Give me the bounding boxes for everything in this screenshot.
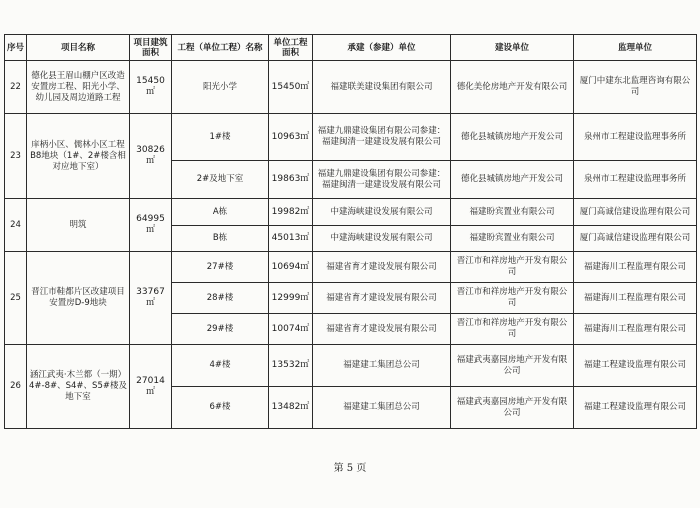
unit-supervisor: 福建海川工程监理有限公司 bbox=[574, 252, 697, 283]
unit-developer: 晋江市和祥房地产开发有限公司 bbox=[451, 252, 574, 283]
unit-name: 27#楼 bbox=[172, 252, 269, 283]
unit-name: 29#楼 bbox=[172, 314, 269, 345]
unit-contractor: 福建九鼎建设集团有限公司参建：福建闽清一建建设发展有限公司 bbox=[313, 161, 451, 199]
row-seq: 24 bbox=[5, 199, 27, 252]
unit-name: 4#楼 bbox=[172, 345, 269, 387]
header-seq: 序号 bbox=[5, 35, 27, 61]
row-seq: 25 bbox=[5, 252, 27, 345]
unit-area: 10074㎡ bbox=[269, 314, 313, 345]
row-project-area: 64995㎡ bbox=[130, 199, 172, 252]
unit-contractor: 福建省育才建设发展有限公司 bbox=[313, 283, 451, 314]
unit-name: A栋 bbox=[172, 199, 269, 226]
unit-name: 阳光小学 bbox=[172, 61, 269, 114]
unit-supervisor: 泉州市工程建设监理事务所 bbox=[574, 161, 697, 199]
unit-developer: 福建武夷嘉园房地产开发有限公司 bbox=[451, 345, 574, 387]
row-project-area: 33767㎡ bbox=[130, 252, 172, 345]
unit-area: 12999㎡ bbox=[269, 283, 313, 314]
table-header-row bbox=[5, 35, 697, 61]
header-developer: 建设单位 bbox=[451, 35, 574, 61]
unit-developer: 晋江市和祥房地产开发有限公司 bbox=[451, 283, 574, 314]
row-project-area: 27014㎡ bbox=[130, 345, 172, 429]
table-row bbox=[5, 252, 697, 283]
unit-area: 45013㎡ bbox=[269, 226, 313, 252]
unit-developer: 福建盼宾置业有限公司 bbox=[451, 226, 574, 252]
unit-name: 2#及地下室 bbox=[172, 161, 269, 199]
unit-area: 19982㎡ bbox=[269, 199, 313, 226]
unit-contractor: 中建海峡建设发展有限公司 bbox=[313, 226, 451, 252]
row-seq: 22 bbox=[5, 61, 27, 114]
unit-name: 28#楼 bbox=[172, 283, 269, 314]
unit-contractor: 福建省育才建设发展有限公司 bbox=[313, 314, 451, 345]
header-supervisor: 监理单位 bbox=[574, 35, 697, 61]
unit-name: 6#楼 bbox=[172, 387, 269, 429]
unit-area: 13532㎡ bbox=[269, 345, 313, 387]
unit-supervisor: 厦门高诚信建设监理有限公司 bbox=[574, 226, 697, 252]
unit-supervisor: 泉州市工程建设监理事务所 bbox=[574, 114, 697, 161]
unit-area: 10963㎡ bbox=[269, 114, 313, 161]
row-project-name: 明筑 bbox=[27, 199, 130, 252]
unit-area: 15450㎡ bbox=[269, 61, 313, 114]
unit-developer: 福建武夷嘉园房地产开发有限公司 bbox=[451, 387, 574, 429]
unit-area: 13482㎡ bbox=[269, 387, 313, 429]
unit-contractor: 福建建工集团总公司 bbox=[313, 387, 451, 429]
header-project-name: 项目名称 bbox=[27, 35, 130, 61]
unit-developer: 晋江市和祥房地产开发有限公司 bbox=[451, 314, 574, 345]
unit-developer: 福建盼宾置业有限公司 bbox=[451, 199, 574, 226]
header-contractor: 承建（参建）单位 bbox=[313, 35, 451, 61]
header-unit-area: 单位工程面积 bbox=[269, 35, 313, 61]
row-seq: 26 bbox=[5, 345, 27, 429]
unit-developer: 德化美伦房地产开发有限公司 bbox=[451, 61, 574, 114]
unit-name: 1#楼 bbox=[172, 114, 269, 161]
table-row bbox=[5, 345, 697, 387]
unit-area: 10694㎡ bbox=[269, 252, 313, 283]
row-project-name: 晋江市鞋都片区改建项目安置房D-9地块 bbox=[27, 252, 130, 345]
unit-developer: 德化县城镇房地产开发公司 bbox=[451, 114, 574, 161]
row-seq: 23 bbox=[5, 114, 27, 199]
unit-supervisor: 福建海川工程监理有限公司 bbox=[574, 283, 697, 314]
unit-contractor: 福建联美建设集团有限公司 bbox=[313, 61, 451, 114]
unit-contractor: 中建海峡建设发展有限公司 bbox=[313, 199, 451, 226]
page-number: 第 5 页 bbox=[333, 463, 367, 474]
row-project-area: 30826㎡ bbox=[130, 114, 172, 199]
unit-supervisor: 福建工程建设监理有限公司 bbox=[574, 345, 697, 387]
unit-supervisor: 福建工程建设监理有限公司 bbox=[574, 387, 697, 429]
row-project-name: 涵江武夷·木兰都（一期）4#-8#、S4#、S5#楼及地下室 bbox=[27, 345, 130, 429]
table-row bbox=[5, 61, 697, 114]
row-project-name: 庠柄小区、儒林小区工程B8地块（1#、2#楼含相对应地下室） bbox=[27, 114, 130, 199]
header-unit-project: 工程（单位工程）名称 bbox=[172, 35, 269, 61]
project-table bbox=[4, 34, 697, 429]
table-row bbox=[5, 114, 697, 161]
unit-developer: 德化县城镇房地产开发公司 bbox=[451, 161, 574, 199]
table-row bbox=[5, 199, 697, 226]
row-project-area: 15450㎡ bbox=[130, 61, 172, 114]
unit-contractor: 福建省育才建设发展有限公司 bbox=[313, 252, 451, 283]
row-project-name: 德化县王眉山棚户区改造安置房工程、阳光小学、幼儿园及周边道路工程 bbox=[27, 61, 130, 114]
unit-name: B栋 bbox=[172, 226, 269, 252]
unit-supervisor: 福建海川工程监理有限公司 bbox=[574, 314, 697, 345]
header-project-area: 项目建筑面积 bbox=[130, 35, 172, 61]
unit-supervisor: 厦门中建东北监理咨询有限公司 bbox=[574, 61, 697, 114]
unit-area: 19863㎡ bbox=[269, 161, 313, 199]
unit-contractor: 福建建工集团总公司 bbox=[313, 345, 451, 387]
project-table-sheet bbox=[4, 34, 697, 429]
unit-contractor: 福建九鼎建设集团有限公司参建：福建闽清一建建设发展有限公司 bbox=[313, 114, 451, 161]
unit-supervisor: 厦门高诚信建设监理有限公司 bbox=[574, 199, 697, 226]
